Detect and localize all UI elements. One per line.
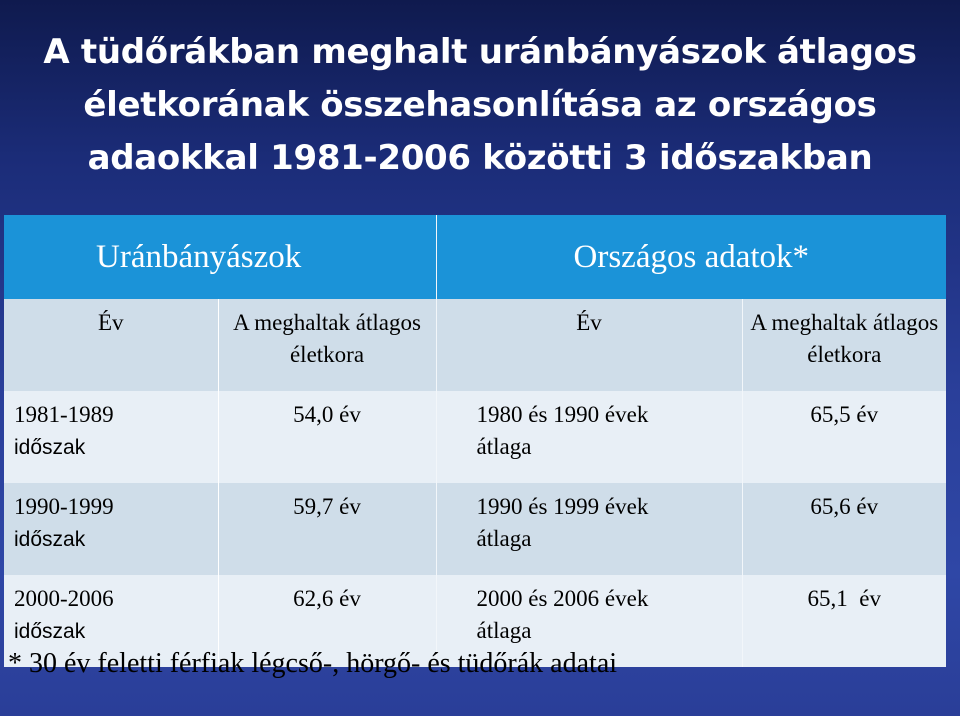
column-header-age-miners: A meghaltak átlagos életkora [218,299,436,391]
period-range: 1981-1989 [14,402,114,427]
period-word: időszak [14,528,86,551]
national-word: átlaga [476,618,532,643]
national-word: átlaga [476,526,532,551]
national-years: 1990 és 1999 évek [476,494,649,519]
period-cell [4,483,218,575]
period-word: időszak [14,620,86,643]
table-row [4,483,946,575]
period-word: időszak [14,436,86,459]
column-header-year-miners: Év [4,299,218,391]
table-group-header [4,215,946,299]
slide-title-line-1: A tüdőrákban meghalt uránbányászok átlagos [43,32,917,72]
national-age-cell: 65,6 év [742,483,946,575]
period-range: 2000-2006 [14,586,114,611]
miner-age-cell: 59,7 év [218,483,436,575]
slide-title-line-2: életkorának összehasonlítása az országos [83,85,877,125]
column-header-age-national: A meghaltak átlagos életkora [742,299,946,391]
miner-age-cell: 62,6 év [218,575,436,667]
national-age-cell: 65,1 év [742,575,946,667]
slide-title [0,26,960,185]
table-row [4,391,946,483]
period-cell [4,391,218,483]
group-header-national: Országos adatok* [436,215,946,299]
national-word: átlaga [476,434,532,459]
national-age-cell: 65,5 év [742,391,946,483]
national-years-cell [436,483,742,575]
column-header-year-national: Év [436,299,742,391]
slide-title-line-3: adaokkal 1981-2006 közötti 3 időszakban [87,138,873,178]
national-years-cell [436,391,742,483]
period-range: 1990-1999 [14,494,114,519]
table-column-header [4,299,946,391]
group-header-miners: Uránbányászok [4,215,436,299]
miner-age-cell: 54,0 év [218,391,436,483]
national-years: 1980 és 1990 évek [476,402,649,427]
national-years: 2000 és 2006 évek [476,586,649,611]
comparison-table [4,215,946,667]
footnote: * 30 év feletti férfiak légcső-, hörgő- és tüdőrák adatai [8,648,618,679]
